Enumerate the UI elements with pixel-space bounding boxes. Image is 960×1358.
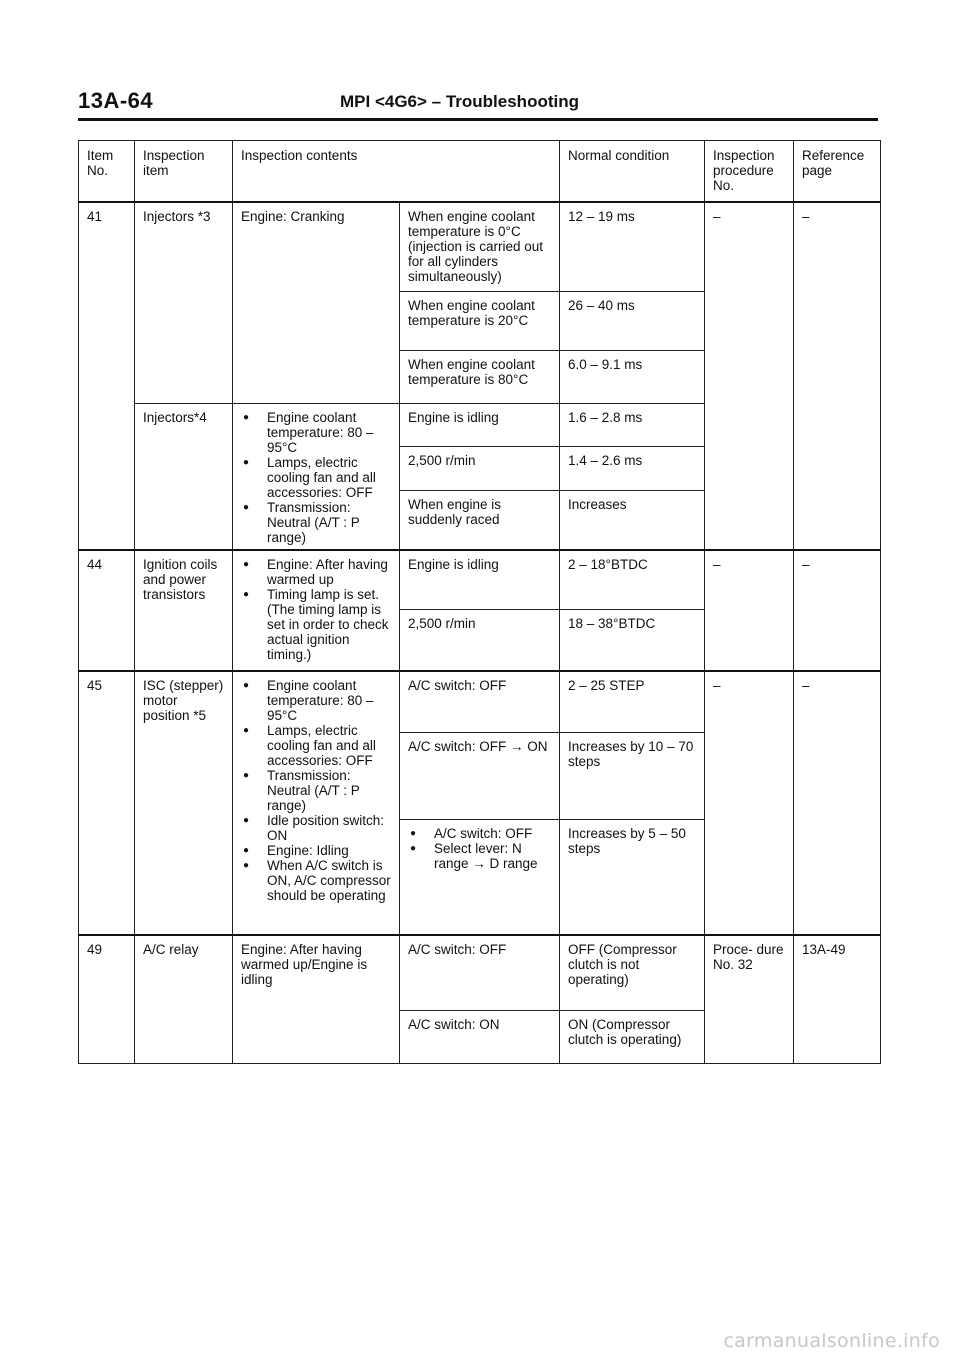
inspection-item-cell: A/C relay: [135, 935, 233, 1064]
condition-cell: When engine is suddenly raced: [400, 490, 560, 550]
page-title: MPI <4G6> – Troubleshooting: [340, 92, 579, 111]
normal-condition-cell: 2 – 18°BTDC: [560, 550, 705, 610]
column-header-reference-page: Reference page: [794, 141, 881, 203]
item-no-cell: 45: [79, 671, 135, 935]
bullet-item: ● When A/C switch is ON, A/C compressor should be operating: [241, 858, 393, 903]
item-no-cell: 41: [79, 202, 135, 550]
condition-cell: 2,500 r/min: [400, 610, 560, 672]
condition-cell: When engine coolant temperature is 80°C: [400, 351, 560, 404]
bullet-item: ● Engine: After having warmed up: [241, 557, 393, 587]
condition-cell: When engine coolant temperature is 20°C: [400, 292, 560, 351]
table-row: [79, 671, 881, 733]
condition-cell: [400, 820, 560, 936]
page-header: [78, 88, 878, 118]
reference-cell: –: [794, 550, 881, 671]
table-header-row: [79, 141, 881, 203]
item-no-cell: 44: [79, 550, 135, 671]
bullet-list: [241, 678, 393, 903]
condition-cell: A/C switch: OFF: [400, 671, 560, 733]
bullet-item: ● A/C switch: OFF: [408, 826, 553, 841]
reference-cell: 13A-49: [794, 935, 881, 1064]
normal-condition-cell: 6.0 – 9.1 ms: [560, 351, 705, 404]
inspection-contents-cell: Engine: Cranking: [233, 202, 400, 404]
condition-cell: A/C switch: ON: [400, 1011, 560, 1064]
condition-cell: When engine coolant temperature is 0°C (injection is carried out for all cylinders simultaneously): [400, 202, 560, 292]
bullet-list: [241, 410, 393, 545]
procedure-cell: –: [705, 671, 794, 935]
reference-cell: –: [794, 202, 881, 550]
page-number: 13A-64: [78, 88, 154, 113]
inspection-contents-cell: Engine: After having warmed up/Engine is idling: [233, 935, 400, 1064]
table-row: [79, 935, 881, 1011]
inspection-contents-cell: [233, 404, 400, 551]
column-header-inspection-item: Inspection item: [135, 141, 233, 203]
procedure-cell: –: [705, 550, 794, 671]
condition-cell: 2,500 r/min: [400, 447, 560, 490]
normal-condition-cell: 2 – 25 STEP: [560, 671, 705, 733]
normal-condition-cell: 12 – 19 ms: [560, 202, 705, 292]
watermark: carmanualsonline.info: [723, 1330, 940, 1352]
normal-condition-cell: 1.4 – 2.6 ms: [560, 447, 705, 490]
condition-cell: A/C switch: OFF: [400, 935, 560, 1011]
header-rule: [78, 118, 878, 121]
condition-cell: Engine is idling: [400, 404, 560, 447]
procedure-cell: –: [705, 202, 794, 550]
column-header-inspection-contents: Inspection contents: [233, 141, 560, 203]
normal-condition-cell: OFF (Compressor clutch is not operating): [560, 935, 705, 1011]
normal-condition-cell: ON (Compressor clutch is operating): [560, 1011, 705, 1064]
bullet-list: [408, 826, 553, 871]
inspection-contents-cell: [233, 550, 400, 671]
normal-condition-cell: 18 – 38°BTDC: [560, 610, 705, 672]
bullet-item: ● Idle position switch: ON: [241, 813, 393, 843]
troubleshooting-table: [78, 140, 881, 1064]
procedure-cell: Proce- dure No. 32: [705, 935, 794, 1064]
bullet-item: ● Transmission: Neutral (A/T : P range): [241, 768, 393, 813]
inspection-contents-cell: [233, 671, 400, 935]
normal-condition-cell: 26 – 40 ms: [560, 292, 705, 351]
inspection-item-cell: Injectors *3: [135, 202, 233, 404]
reference-cell: –: [794, 671, 881, 935]
inspection-item-cell: ISC (stepper) motor position *5: [135, 671, 233, 935]
normal-condition-cell: Increases by 5 – 50 steps: [560, 820, 705, 936]
column-header-normal-condition: Normal condition: [560, 141, 705, 203]
normal-condition-cell: Increases by 10 – 70 steps: [560, 733, 705, 820]
bullet-item: ● Select lever: N range → D range: [408, 841, 553, 871]
bullet-item: ● Engine coolant temperature: 80 – 95°C: [241, 678, 393, 723]
table-row: [79, 550, 881, 610]
normal-condition-cell: Increases: [560, 490, 705, 550]
column-header-inspection-procedure: Inspection procedure No.: [705, 141, 794, 203]
item-no-cell: 49: [79, 935, 135, 1064]
bullet-item: ● Engine coolant temperature: 80 – 95°C: [241, 410, 393, 455]
inspection-item-cell: Injectors*4: [135, 404, 233, 551]
column-header-item-no: Item No.: [79, 141, 135, 203]
bullet-item: ● Transmission: Neutral (A/T : P range): [241, 500, 393, 545]
table-row: [79, 202, 881, 292]
bullet-item: ● Timing lamp is set. (The timing lamp is set in order to check actual ignition timing.): [241, 587, 393, 662]
inspection-item-cell: Ignition coils and power transistors: [135, 550, 233, 671]
bullet-item: ● Lamps, electric cooling fan and all accessories: OFF: [241, 455, 393, 500]
bullet-list: [241, 557, 393, 662]
bullet-item: ● Lamps, electric cooling fan and all accessories: OFF: [241, 723, 393, 768]
normal-condition-cell: 1.6 – 2.8 ms: [560, 404, 705, 447]
condition-cell: A/C switch: OFF → ON: [400, 733, 560, 820]
bullet-item: ● Engine: Idling: [241, 843, 393, 858]
condition-cell: Engine is idling: [400, 550, 560, 610]
